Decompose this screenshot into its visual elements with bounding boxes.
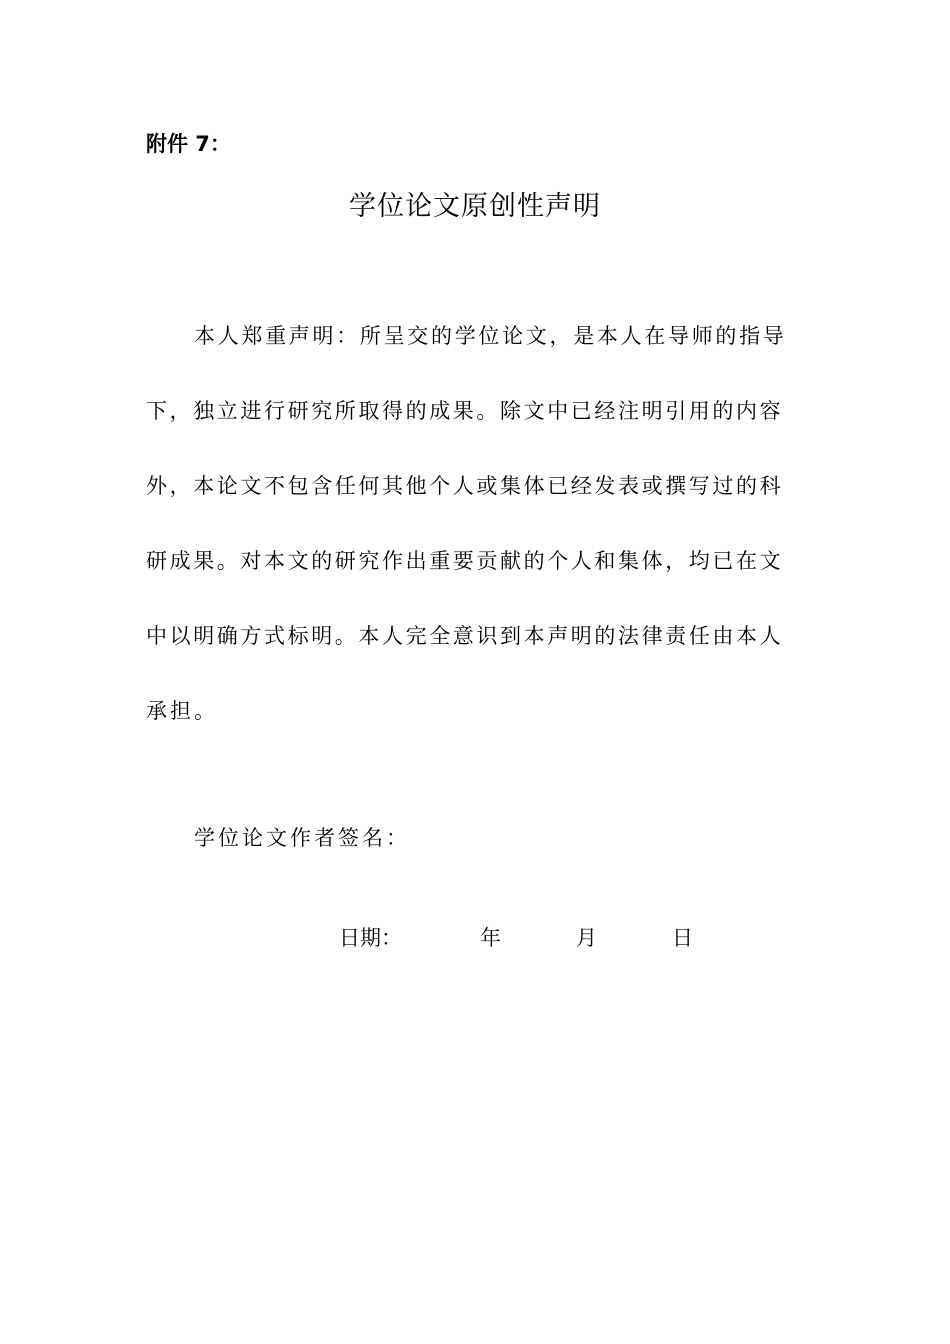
- paragraph-line-2: 下，独立进行研究所取得的成果。除文中已经注明引用的内容: [146, 399, 784, 423]
- day-label: 日: [672, 926, 693, 950]
- year-label: 年: [480, 926, 501, 950]
- paragraph-line-5: 中以明确方式标明。本人完全意识到本声明的法律责任由本人: [146, 624, 784, 648]
- page-title: 学位论文原创性声明: [349, 191, 601, 222]
- paragraph-line-6: 承担。: [146, 699, 218, 723]
- attachment-label: 附件 7：: [146, 132, 231, 156]
- date-label: 日期：: [339, 926, 402, 950]
- paragraph-line-3: 外，本论文不包含任何其他个人或集体已经发表或撰写过的科: [146, 474, 784, 498]
- paragraph-line-1: 本人郑重声明：所呈交的学位论文，是本人在导师的指导: [194, 324, 787, 348]
- author-signature-label: 学位论文作者签名：: [194, 826, 410, 850]
- month-label: 月: [576, 926, 597, 950]
- paragraph-line-4: 研成果。对本文的研究作出重要贡献的个人和集体，均已在文: [146, 549, 784, 573]
